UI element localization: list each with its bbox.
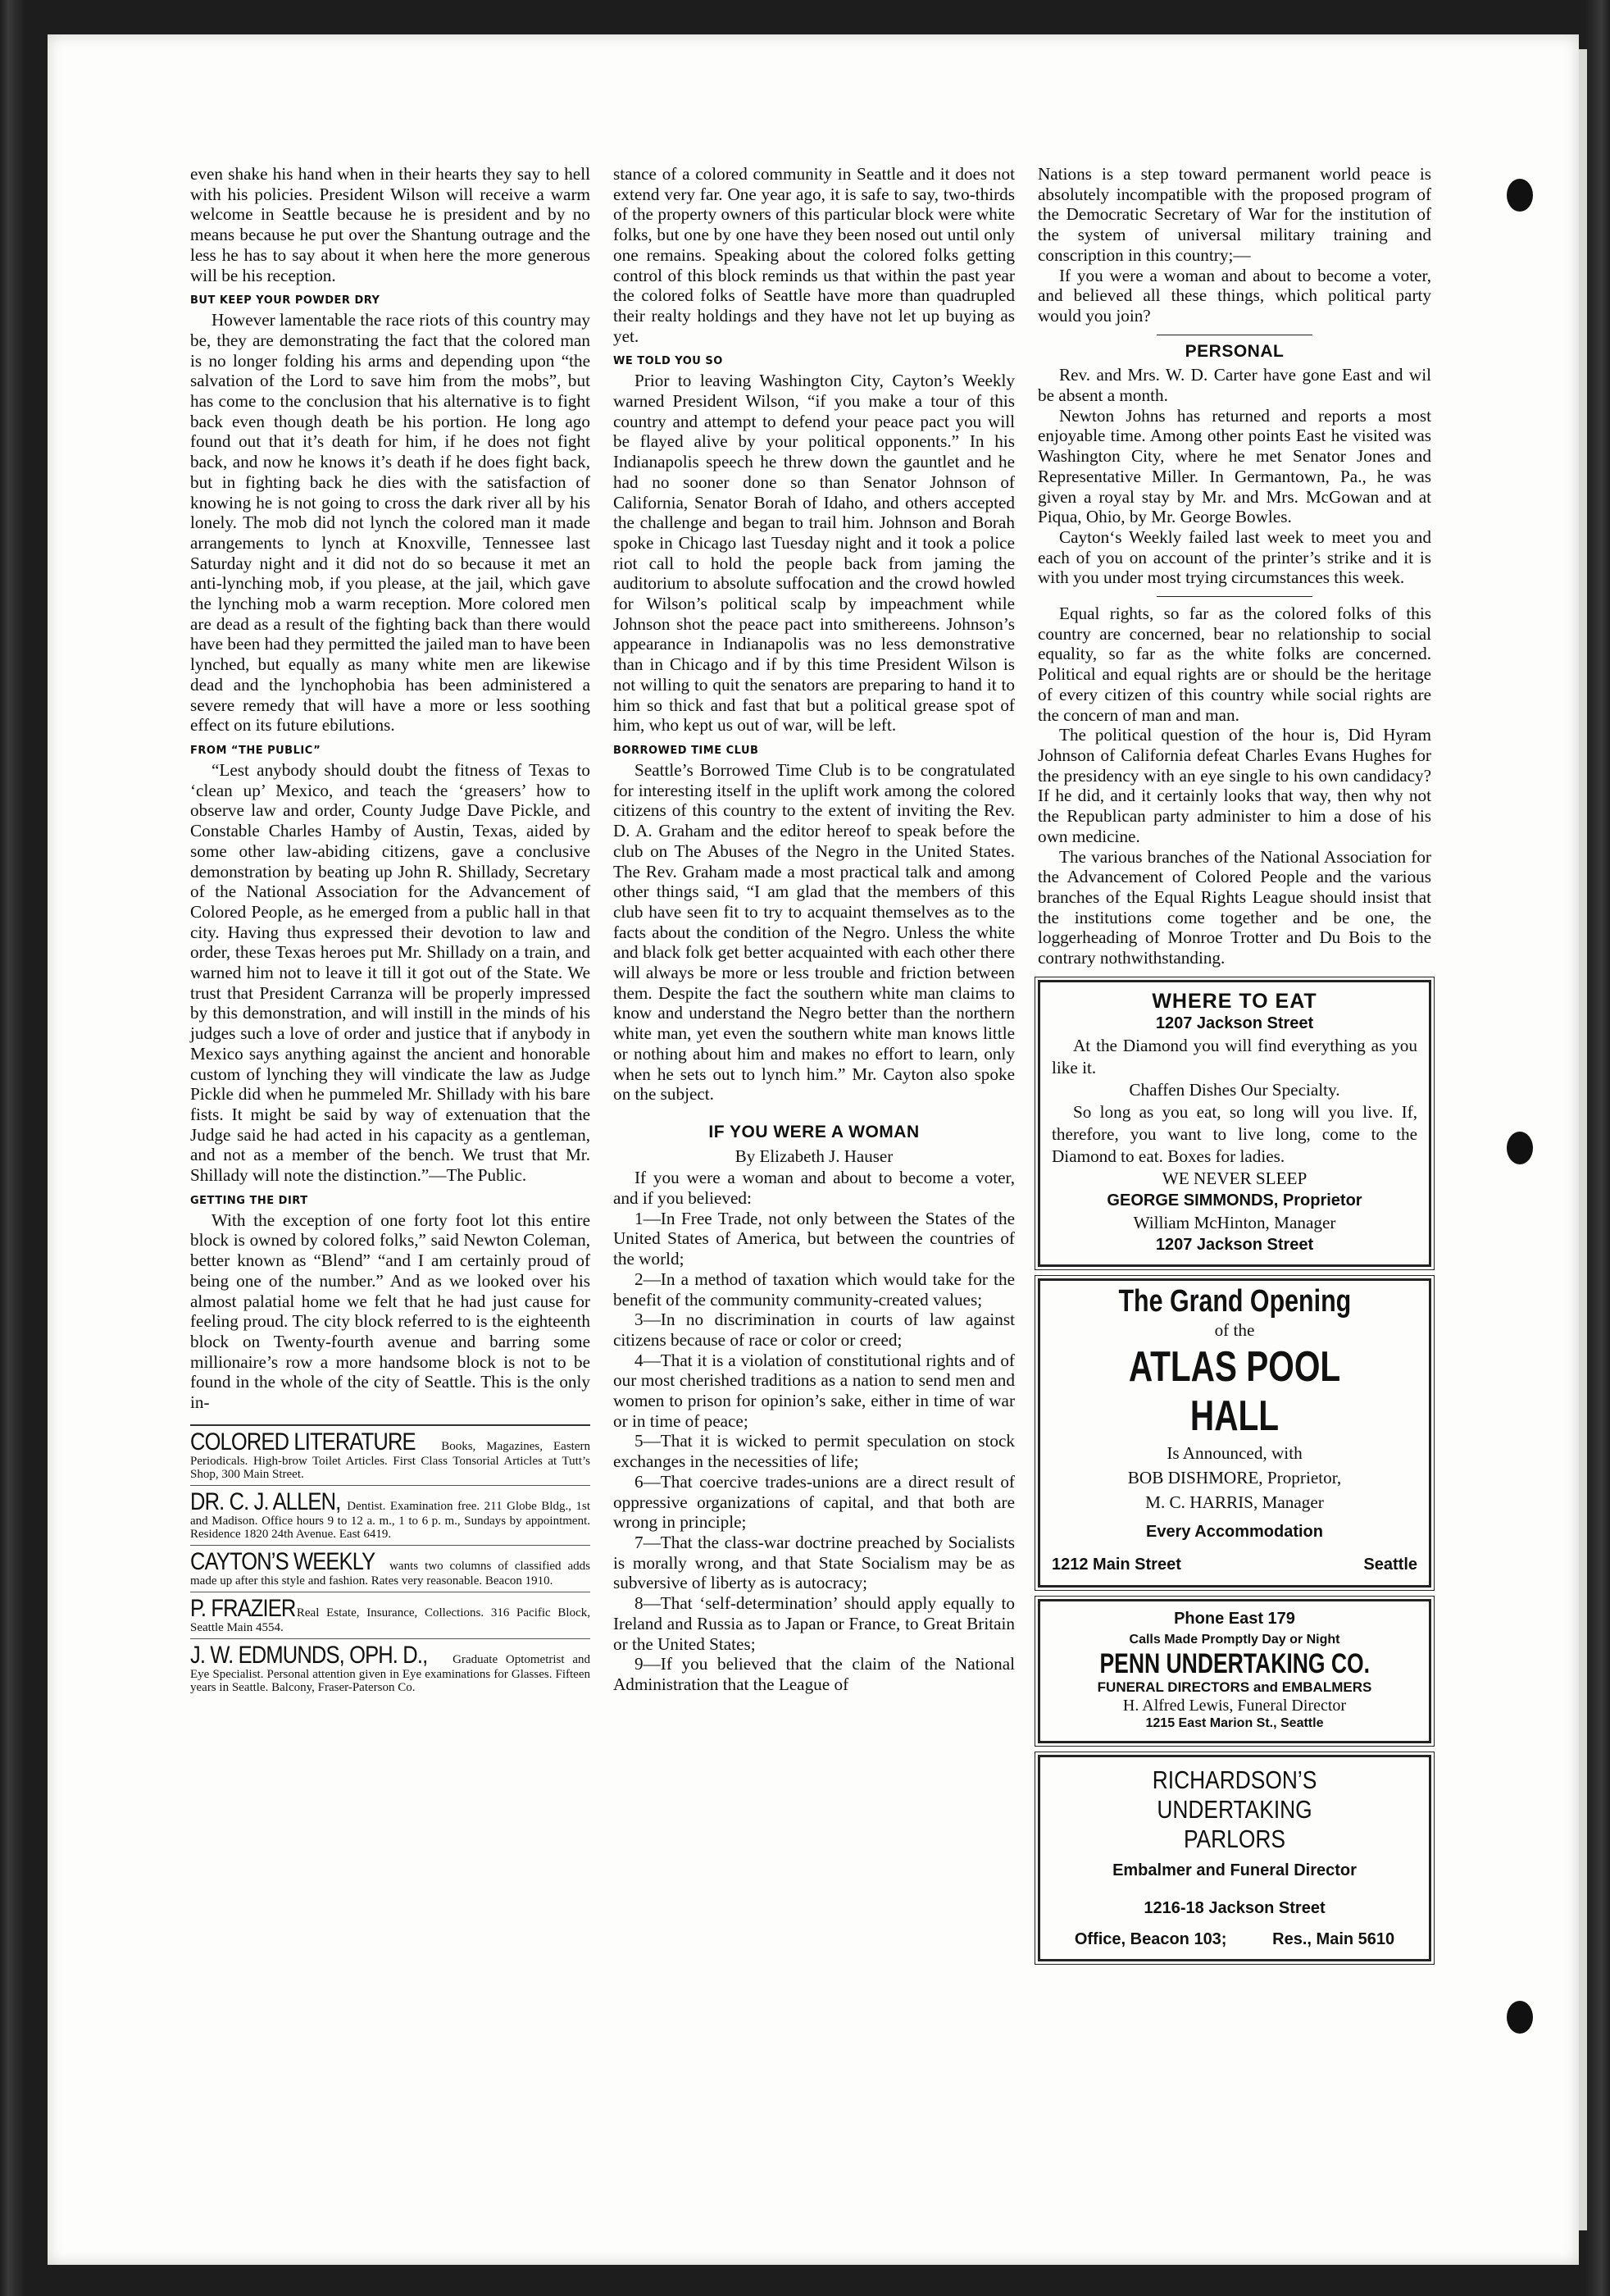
article-the-public: “Lest anybody should doubt the fitness of Texas to ‘clean up’ Mexico, and teach the ‘greasers’ how to observe law and order, County Judge Dave Pickle, and Constable Charles Hamby of Austin, Texas, aided by some other law-abiding citizens, gave a conclusive demonstration by beating up John R. Shillady, Secretary of the National Association for the Advancement of Colored People, as he emerged from a public hall in that city. Having thus expressed their devotion to law and order, these Texas heroes put Mr. Shillady on a train, and warned him not to leave it till it got out of the State. We trust that President Carranza will be properly impressed by this demonstration, and will instill in the minds of his judges such a love of order and justice that if anybody in Mexico says anything against the ancient and honorable custom of lynching they will vindicate the law as Judge Pickle did when he pummeled Mr. Shillady with his bare fists. It might be said by way of extenuation that the Judge said he had acted in his capacity as a gentleman, and not as a member of the bench. We trust that Mr. Shillady will note the distinction.”—The Public. <box>190 759 590 1186</box>
ad-text: WE NEVER SLEEP <box>1162 1168 1308 1188</box>
classified-ad: J. W. EDMUNDS, OPH. D., Graduate Optometrist and Eye Specialist. Personal attention given in Eye examinations for Glasses. Fifteen years in Seattle. Balcony, Fraser-Paterson Co. <box>190 1638 590 1698</box>
ad-text: Embalmer and Funeral Director <box>1112 1861 1357 1879</box>
heading-personal: PERSONAL <box>1185 341 1285 361</box>
heading-powder-dry: BUT KEEP YOUR POWDER DRY <box>190 294 380 308</box>
list-item: 2—In a method of taxation which would take for the benefit of the community community-created values; <box>613 1269 1015 1310</box>
article-continuation: even shake his hand when in their hearts they say to hell with his policies. President Wilson will receive a warm welcome in Seattle because he is president and by no means because he put over the Shantung outrage and the less he has to say about it when here the more generous will be his reception. <box>190 164 590 285</box>
page-edge <box>1579 49 1587 2230</box>
ad-atlas-pool-hall <box>1038 1278 1431 1588</box>
personal-item: Cayton‘s Weekly failed last week to meet you and each of you on account of the printer’s strike and it is with you under most trying circumstances this week. <box>1038 526 1431 588</box>
ad-headline: The Grand Opening <box>1118 1283 1351 1319</box>
woman-question: If you were a woman and about to become a voter, and believed all these things, which political party would you join? <box>1038 265 1431 326</box>
classified-ad: P. FRAZIER Real Estate, Insurance, Collections. 316 Pacific Block, Seattle Main 4554. <box>190 1592 590 1638</box>
article-borrowed-time: Seattle’s Borrowed Time Club is to be congratulated for interesting itself in the uplift work among the colored citizens of this country to the extent of inviting the Rev. D. A. Graham and the editor hereof to speak before the club on The Abuses of the Negro in the United States. The Rev. Graham made a most practical talk and among other things said, “I am glad that the members of this club have seen fit to try to acquaint themselves as to the facts about the condition of the Negro. Unless the white and black folk get better acquainted with each other there will always be more or less trouble and friction between them. Despite the fact the southern white man claims to know and understand the Negro better than the northern white man, yet even the southern white man knows little or nothing about him and makes no effort to learn, only when he sets out to lynch him.” Mr. Cayton also spoke on the subject. <box>613 759 1015 1105</box>
ad-name: ATLAS POOL HALL <box>1128 1342 1341 1440</box>
classified-ads <box>190 1424 590 1698</box>
ad-text: Chaffen Dishes Our Specialty. <box>1129 1079 1340 1100</box>
woman-article <box>613 1168 1015 1694</box>
list-item: 6—That coercive trades-unions are a direct result of oppressive organizations of capital, and that both are wrong in principle; <box>613 1471 1015 1533</box>
editorial-paragraph: The various branches of the National Association for the Advancement of Colored People and the various branches of the Equal Rights League should insist that the institutions come together and be one, the loggerheading of Monroe Trotter and Du Bois to the contrary nothwithstanding. <box>1038 846 1431 968</box>
heading-getting-dirt: GETTING THE DIRT <box>190 1194 308 1207</box>
ad-penn-undertaking <box>1038 1599 1431 1743</box>
column-1 <box>190 164 590 1698</box>
ad-footer <box>1052 1928 1417 1951</box>
ad-richardsons-undertaking <box>1038 1755 1431 1961</box>
article-told-you-so: Prior to leaving Washington City, Cayton’s Weekly warned President Wilson, “if you make a tour of this country and attempt to defend your peace pact you will be flayed alive by your political opponents.” In his Indianapolis speech he threw down the gauntlet and he had no sooner done so than Senator Johnson of California, Senator Borah of Idaho, and others accepted the challenge and began to trail him. Johnson and Borah spoke in Chicago last Tuesday night and it took a police riot call to hold the people back from jaming the auditorium to absolute suffocation and the crowd howled for Wilson’s political scalp by impeachment while Johnson shot the peace pact into smithereens. Johnson’s appearance in Indianapolis was no less demonstrative than in Chicago and if by this time President Wilson is not willing to quit the senators are preparing to hand it to him so thick and fast that but a political grease spot of him, who kept us out of war, will be left. <box>613 371 1015 736</box>
list-item: 4—That it is a violation of constitutional rights and of our most cherished traditions as a nation to send men and women to prison for opinion’s sake, either in time of war or in time of peace; <box>613 1350 1015 1431</box>
ad-office-phone: Office, Beacon 103; <box>1074 1929 1227 1948</box>
classified-ad: CAYTON’S WEEKLY wants two columns of classified adds made up after this style and fashion. Rates very reasonable. Beacon 1910. <box>190 1545 590 1592</box>
column-3 <box>1038 164 1431 1961</box>
article-continuation: stance of a colored community in Seattle and it does not extend very far. One year ago, it is safe to say, two-thirds of the property owners of this particular block were white folks, but one by one have they been nosed out until only one remains. Speaking about the colored folks getting control of this block reminds us that within the past year the colored folks of Seattle have more than quadrupled their realty holdings and they have not let up buying as yet. <box>613 164 1015 346</box>
ad-manager: William McHinton, Manager <box>1133 1212 1336 1232</box>
list-item: 7—That the class-war doctrine preached by Socialists is morally wrong, and that State Socialism may be as subversive of liberty as is autocracy; <box>613 1533 1015 1593</box>
list-item: 9—If you believed that the claim of the National Administration that the League of <box>613 1654 1015 1694</box>
ad-address: 1216-18 Jackson Street <box>1144 1898 1326 1917</box>
list-item: 8—That ‘self-determination’ should apply equally to Ireland and Russia as to Japan or France, to Great Britain or the United States; <box>613 1593 1015 1654</box>
heading-borrowed-time: BORROWED TIME CLUB <box>613 744 759 757</box>
ad-text: Every Accommodation <box>1146 1522 1323 1541</box>
heading-told-you-so: WE TOLD YOU SO <box>613 355 723 368</box>
heading-if-you-were-a-woman: IF YOU WERE A WOMAN <box>708 1122 920 1141</box>
ad-proprietor: GEORGE SIMMONDS, Proprietor <box>1107 1191 1362 1210</box>
editorial-paragraph: The political question of the hour is, Did Hyram Johnson of California defeat Charles Evans Hughes for the presidency with an eye single to his own candidacy? If he did, and it certainly looks that way, then why not the Republican party administer to him a dose of his own medicine. <box>1038 725 1431 846</box>
ad-footer <box>1052 1552 1417 1577</box>
ad-text: BOB DISHMORE, Proprietor, <box>1127 1467 1342 1487</box>
ad-address: 1212 Main Street <box>1052 1555 1181 1574</box>
editorial-paragraph: Equal rights, so far as the colored folks of this country are concerned, bear no relationship to social equality, so far as the white folks are concerned. Political and equal rights are or should be the heritage of every citizen of this country while social rights are the concern of man and man. <box>1038 604 1431 725</box>
ad-name: PARLORS <box>1184 1824 1285 1853</box>
punch-hole-middle <box>1507 1132 1533 1164</box>
ad-name: RICHARDSON’S UNDERTAKING <box>1152 1765 1317 1824</box>
ad-text: of the <box>1214 1319 1255 1340</box>
classified-ad: DR. C. J. ALLEN, Dentist. Examination free. 211 Globe Bldg., 1st and Madison. Office hours 9 to 12 a. m., 1 to 6 p. m., Sundays by appointment. Residence 1820 24th Avenue. East 6419. <box>190 1485 590 1545</box>
ad-text: At the Diamond you will find everything as you like it. <box>1052 1035 1417 1077</box>
list-item: 3—In no discrimination in courts of law against citizens because of race or color or creed; <box>613 1310 1015 1350</box>
ad-address: 1207 Jackson Street <box>1155 1014 1314 1032</box>
ad-address: 1207 Jackson Street <box>1155 1235 1314 1254</box>
column-2 <box>613 164 1015 1695</box>
list-item: 5—That it is wicked to permit speculation on stock exchanges in the necessities of life; <box>613 1431 1015 1472</box>
ad-text: FUNERAL DIRECTORS and EMBALMERS <box>1097 1679 1372 1695</box>
article-continuation: Nations is a step toward permanent world peace is absolutely incompatible with the proposed program of the Democratic Secretary of War for the institution of the system of universal military training and conscription in this country;— <box>1038 164 1431 265</box>
ad-phone: Phone East 179 <box>1174 1609 1295 1628</box>
heading-the-public: FROM “THE PUBLIC” <box>190 744 321 757</box>
punch-hole-bottom <box>1507 2001 1533 2034</box>
ad-residence-phone: Res., Main 5610 <box>1272 1929 1395 1948</box>
ad-text: H. Alfred Lewis, Funeral Director <box>1122 1696 1347 1715</box>
personal-item: Rev. and Mrs. W. D. Carter have gone East and wil be absent a month. <box>1038 365 1431 406</box>
personal-item: Newton Johns has returned and reports a most enjoyable time. Among other points East he visited was Washington City, where he met Senator Jones and Representative Miller. In Germantown, Pa., he was given a royal stay by Mr. and Mrs. McGowan and at Piqua, Ohio, by Mr. George Bowles. <box>1038 405 1431 527</box>
article-getting-dirt: With the exception of one forty foot lot this entire block is owned by colored folks,” said Newton Coleman, better known as “Blend” “and I am certainly proud of being one of the number.” And as we looked over his almost palatial home we felt that he had just cause for feeling proud. The city block referred to is the eighteenth block on Twenty-fourth avenue and barring some millionaire’s row a more handsome block is not to be found in the whole of the city of Seattle. This is the only in- <box>190 1210 590 1413</box>
list-item: 1—In Free Trade, not only between the States of the United States of America, but between the countries of the world; <box>613 1208 1015 1269</box>
article-powder-dry: However lamentable the race riots of this country may be, they are demonstrating the fact that the colored man is no longer folding his arms and depending upon “the salvation of the Lord to save him from the mobs”, but has come to the conclusion that his alternative is to fight back even though death be his portion. He long ago found out that it’s death for him, if he does not fight back, and now he knows it’s death if he does fight back, but in fighting back he dies with the satisfaction of knowing he is not going to cross the dark river all by his lonely. The mob did not lynch the colored man it made arrangements to lynch at Knoxville, Tennessee last Saturday night and it did not do so because it met an anti-lynching mob, if you please, at the jail, which gave the lynching mob a warm reception. More colored men are dead as a result of the fighting back than there would have been had they permitted the jailed man to have been lynched, but equally as many white men are likewise dead and the lynchophobia has been administered a severe remedy that will have a more or less soothing effect on its future ebilutions. <box>190 310 590 736</box>
ad-text: Is Announced, with <box>1167 1442 1303 1463</box>
ad-text: M. C. HARRIS, Manager <box>1145 1492 1324 1512</box>
ad-text: Calls Made Promptly Day or Night <box>1129 1632 1340 1647</box>
ad-name: PENN UNDERTAKING CO. <box>1099 1647 1370 1679</box>
classified-ad: COLORED LITERATURE Books, Magazines, Eastern Periodicals. High-brow Toilet Articles. First Class Tonsorial Articles at Tutt’s Shop, 300 Main Street. <box>190 1424 590 1485</box>
byline: By Elizabeth J. Hauser <box>735 1146 894 1166</box>
ad-where-to-eat <box>1038 980 1431 1267</box>
ad-title: WHERE TO EAT <box>1152 989 1317 1013</box>
ad-text: So long as you eat, so long will you live. If, therefore, you want to live long, come to the Diamond to eat. Boxes for ladies. <box>1052 1101 1417 1166</box>
list-intro: If you were a woman and about to become a voter, and if you believed: <box>613 1168 1015 1209</box>
punch-hole-top <box>1507 179 1533 212</box>
divider <box>1157 596 1312 597</box>
ad-city: Seattle <box>1363 1555 1417 1574</box>
ad-address: 1215 East Marion St., Seattle <box>1145 1715 1324 1730</box>
